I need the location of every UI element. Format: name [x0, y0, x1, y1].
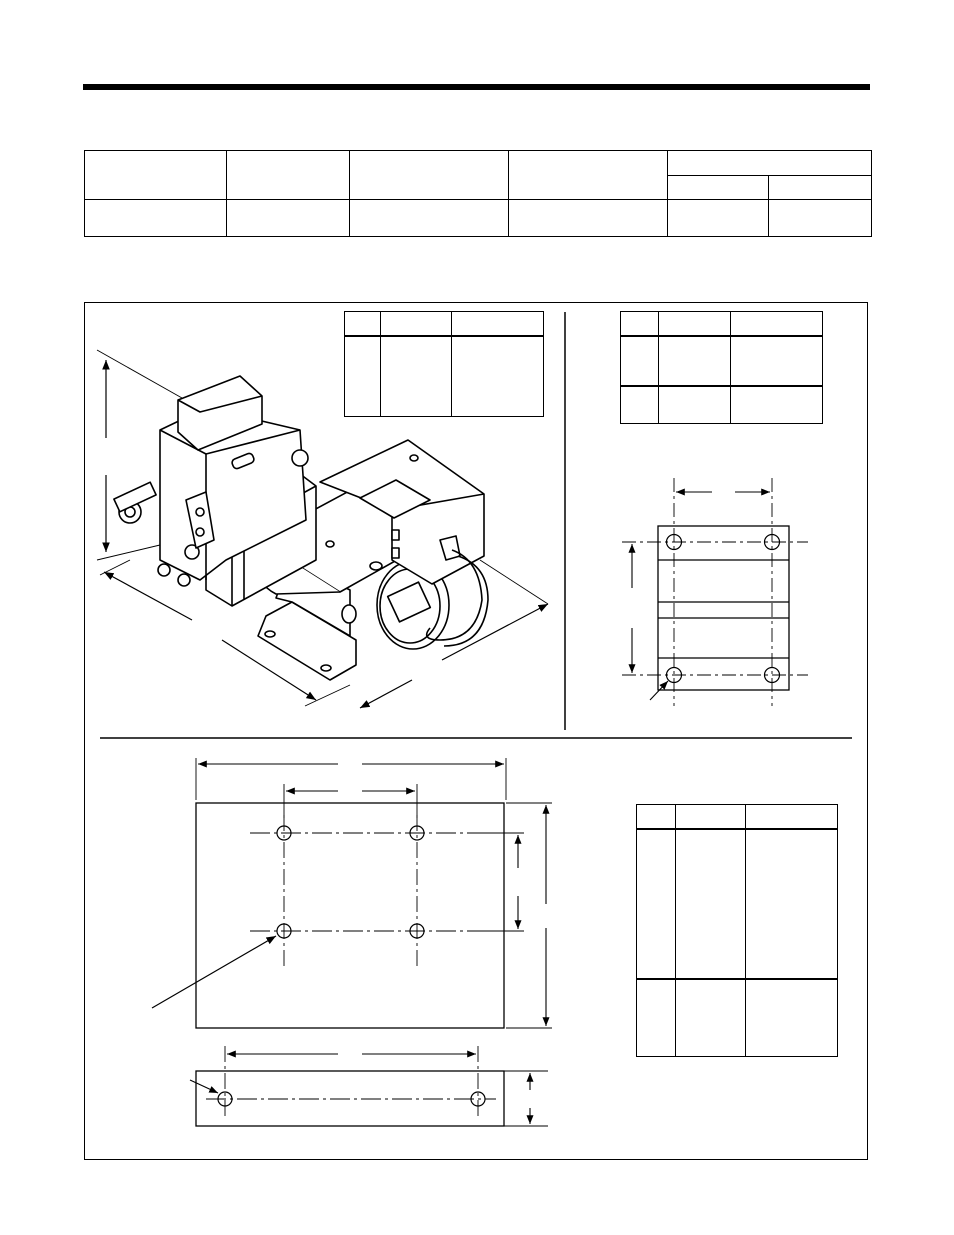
foot-mounting-hole-plan	[622, 478, 808, 706]
mounting-plate-plan	[152, 758, 552, 1028]
mounting-rail-plan	[190, 1046, 548, 1126]
motor-gear-unit-illustration	[97, 350, 548, 708]
